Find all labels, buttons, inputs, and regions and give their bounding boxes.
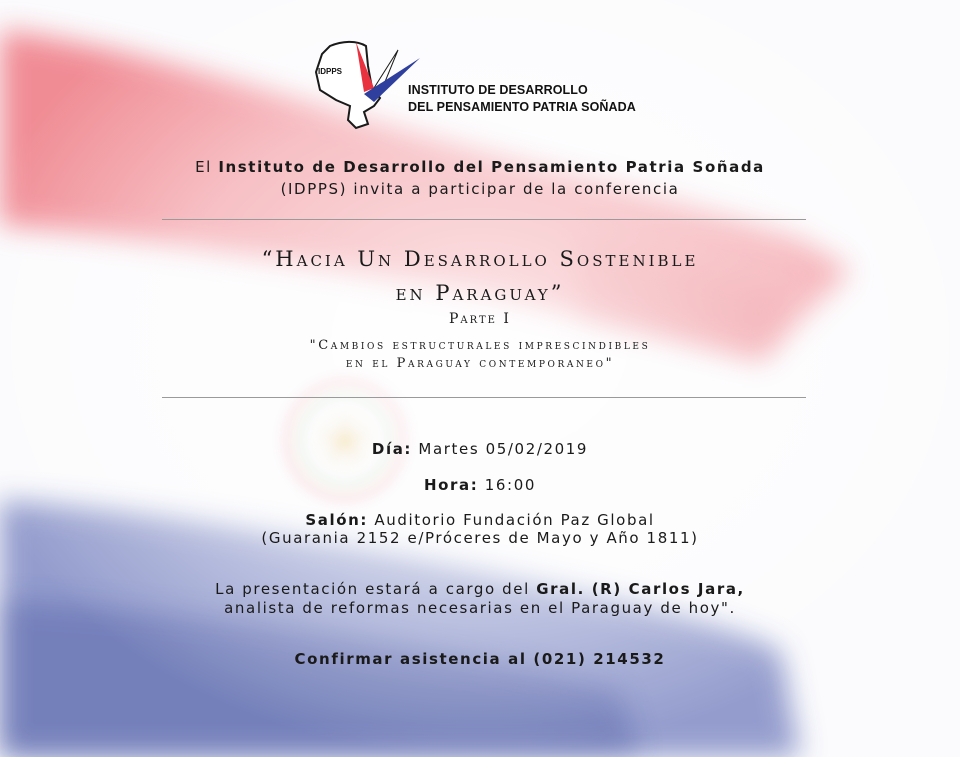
conference-title-line-2: en Paraguay”	[395, 281, 565, 305]
event-time	[0, 476, 960, 494]
idpps-logo	[308, 36, 668, 136]
logo-line-2: DEL PENSAMIENTO PATRIA SOÑADA	[408, 100, 636, 114]
venue-label: Salón:	[305, 511, 369, 529]
time-label: Hora:	[424, 476, 479, 494]
institute-name: Instituto de Desarrollo del Pensamiento Patria Soñada	[218, 158, 765, 176]
divider-bottom	[162, 397, 806, 398]
divider-top	[162, 219, 806, 220]
presenter-prefix: La presentación estará a cargo del	[215, 580, 537, 598]
logo-text	[408, 82, 636, 116]
date-value: Martes 05/02/2019	[412, 440, 589, 458]
intro-line-1	[0, 156, 960, 178]
intro-line-2: (IDPPS) invita a participar de la conferencia	[280, 180, 680, 198]
rsvp-phone: Confirmar asistencia al (021) 214532	[294, 650, 666, 668]
logo-acronym-text: IDPPS	[318, 67, 343, 76]
event-venue	[0, 511, 960, 529]
date-label: Día:	[371, 440, 413, 458]
intro-text	[0, 156, 960, 200]
conference-title-line-1: “Hacia Un Desarrollo Sostenible	[261, 247, 699, 271]
venue-value: Auditorio Fundación Paz Global	[368, 511, 655, 529]
conference-subtitle-line-1: "Cambios estructurales imprescindibles	[309, 338, 651, 353]
intro-prefix: El	[195, 158, 219, 176]
time-value: 16:00	[478, 476, 536, 494]
presenter-line-2: analista de reformas necesarias en el Paraguay de hoy".	[224, 599, 736, 617]
logo-line-1: INSTITUTO DE DESARROLLO	[408, 83, 588, 97]
venue-address: (Guarania 2152 e/Próceres de Mayo y Año 1811)	[261, 529, 699, 547]
event-date	[0, 440, 960, 458]
conference-part: Parte I	[449, 311, 511, 327]
presenter-line-1	[0, 580, 960, 598]
presenter-name: Gral. (R) Carlos Jara,	[536, 580, 745, 598]
conference-subtitle-line-2: en el Paraguay contemporaneo"	[345, 356, 615, 371]
